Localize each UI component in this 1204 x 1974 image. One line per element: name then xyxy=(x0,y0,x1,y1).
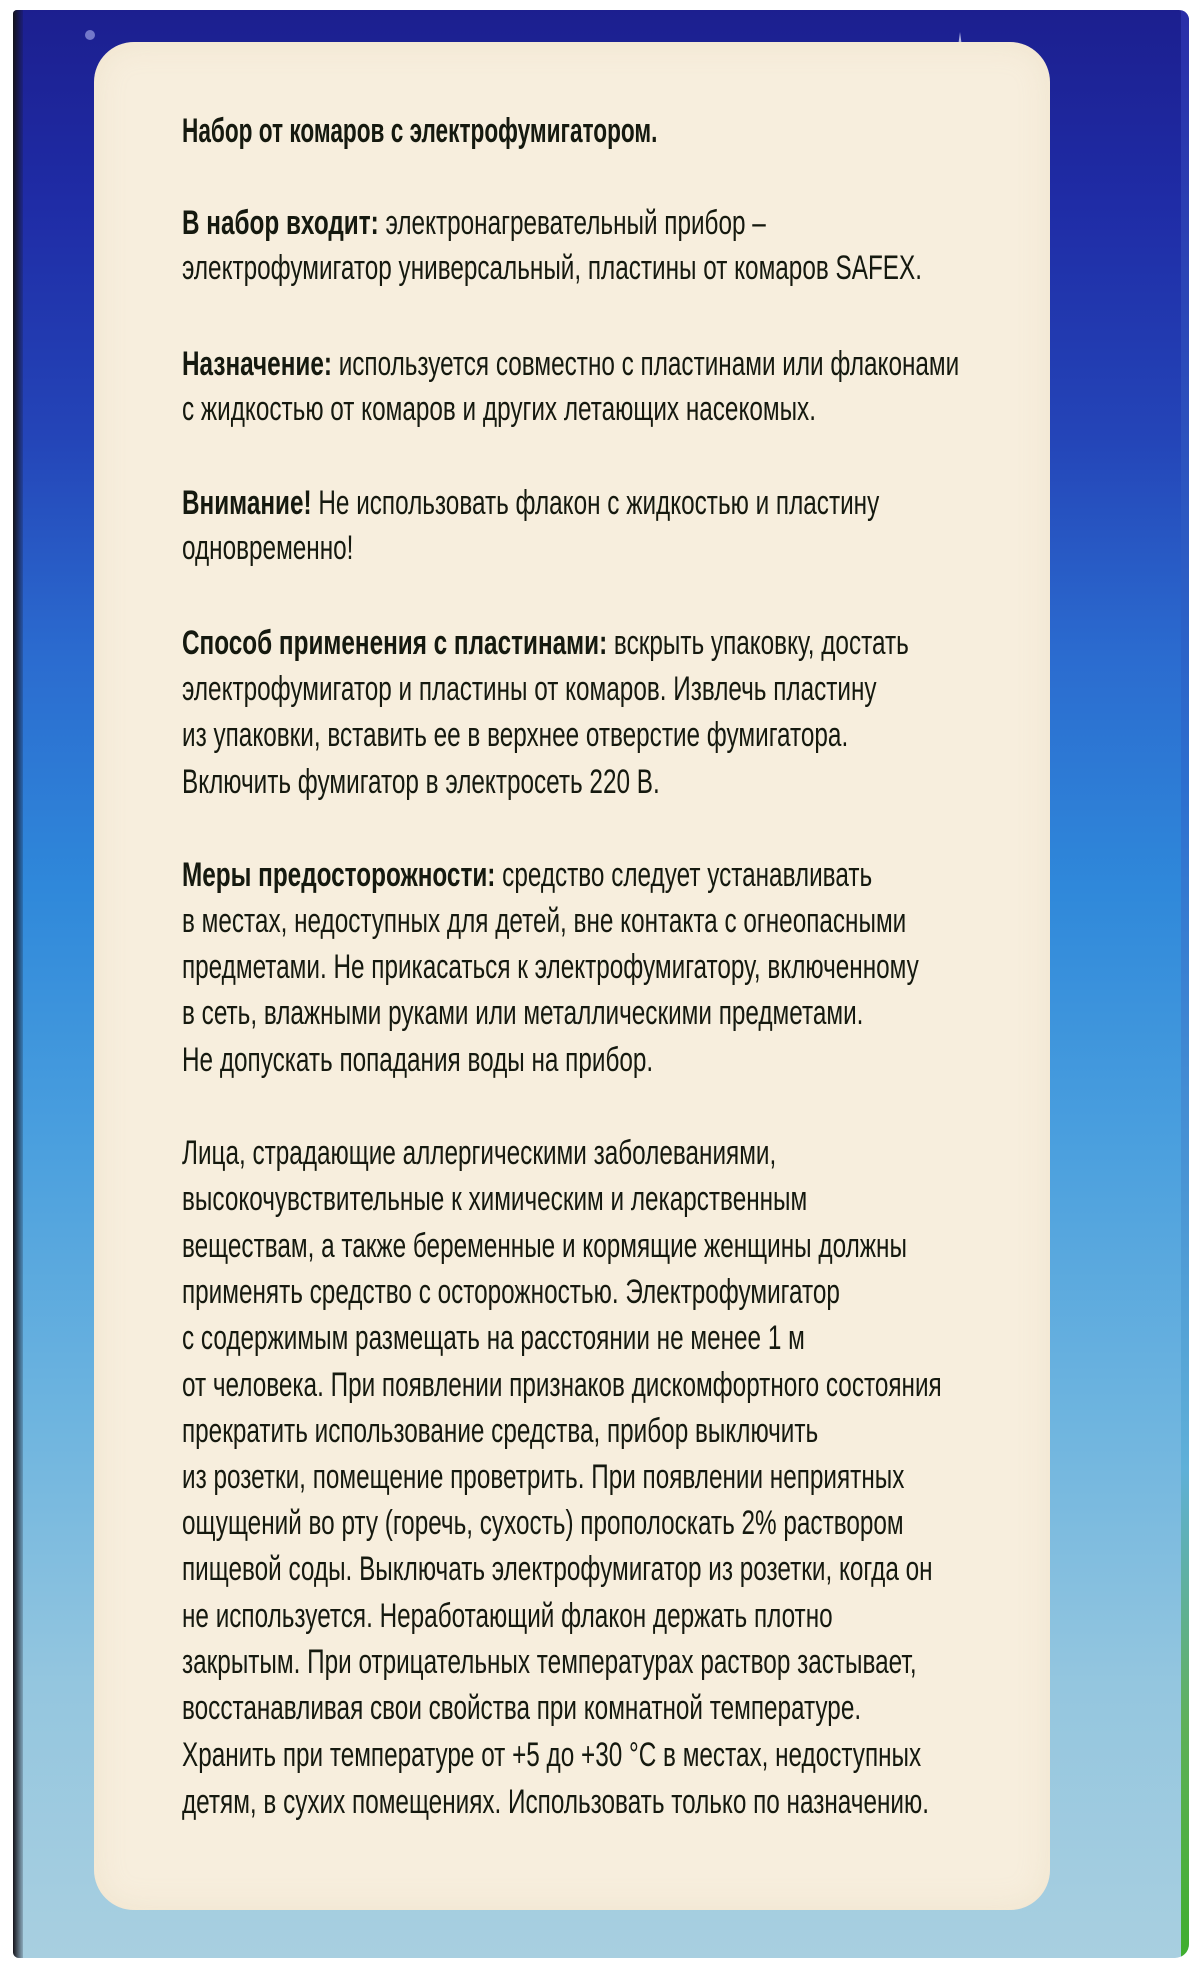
purpose-label: Назначение: xyxy=(182,345,332,383)
purpose-line-2: с жидкостью от комаров и других летающих насекомых. xyxy=(182,390,816,428)
precautions-label: Меры предосторожности: xyxy=(182,856,496,894)
precautions-line-2: в местах, недоступных для детей, вне контакта с огнеопасными xyxy=(182,902,907,940)
notes-line: ощущений во рту (горечь, сухость) прополоскать 2% раствором xyxy=(182,1504,904,1542)
kit-line-1 xyxy=(182,200,766,246)
notes-line: от человека. При появлении признаков дискомфортного состояния xyxy=(182,1366,942,1404)
usage-line-2: электрофумигатор и пластины от комаров. Извлечь пластину xyxy=(182,670,877,708)
warning-text: Не использовать флакон с жидкостью и пластину xyxy=(311,484,880,522)
precautions-line-4: в сеть, влажными руками или металлическими предметами. xyxy=(182,994,864,1032)
precautions-text: средство следует устанавливать xyxy=(495,856,873,894)
purpose-text: используется совместно с пластинами или флаконами xyxy=(331,345,960,383)
notes-line: прекратить использование средства, прибор выключить xyxy=(182,1412,819,1450)
notes-line: применять средство с осторожностью. Электрофумигатор xyxy=(182,1273,840,1311)
warning-line-1 xyxy=(182,480,879,526)
warning-label: Внимание! xyxy=(182,484,312,522)
kit-line-2: электрофумигатор универсальный, пластины от комаров SAFEX. xyxy=(182,249,922,287)
document-title: Набор от комаров с электрофумигатором. xyxy=(182,112,658,150)
notes-line: восстанавливая свои свойства при комнатной температуре. xyxy=(182,1689,862,1727)
package-left-edge xyxy=(13,10,23,1958)
notes-line: из розетки, помещение проветрить. При появлении неприятных xyxy=(182,1458,905,1496)
notes-line: Хранить при температуре от +5 до +30 °С в местах, недоступных xyxy=(182,1736,922,1774)
kit-text: электронагревательный прибор – xyxy=(378,204,766,242)
precautions-line-3: предметами. Не прикасаться к электрофумигатору, включенному xyxy=(182,948,919,986)
notes-line: закрытым. При отрицательных температурах раствор застывает, xyxy=(182,1643,917,1681)
precautions-line-1 xyxy=(182,852,872,898)
usage-label: Способ применения с пластинами: xyxy=(182,624,608,662)
kit-label: В набор входит: xyxy=(182,204,379,242)
precautions-line-5: Не допускать попадания воды на прибор. xyxy=(182,1041,654,1079)
usage-text: вскрыть упаковку, достать xyxy=(607,624,909,662)
purpose-line-1 xyxy=(182,341,959,387)
sparkle-dot-icon xyxy=(85,30,95,40)
usage-line-1 xyxy=(182,620,909,666)
package-right-edge xyxy=(1181,10,1189,1958)
notes-line: детям, в сухих помещениях. Использовать только по назначению. xyxy=(182,1783,929,1821)
warning-line-2: одновременно! xyxy=(182,529,354,567)
notes-line: высокочувствительные к химическим и лекарственным xyxy=(182,1180,808,1218)
notes-line: не используется. Неработающий флакон держать плотно xyxy=(182,1597,833,1635)
notes-line: пищевой соды. Выключать электрофумигатор из розетки, когда он xyxy=(182,1550,933,1588)
notes-line: Лица, страдающие аллергическими заболеваниями, xyxy=(182,1134,777,1172)
notes-line: веществам, а также беременные и кормящие женщины должны xyxy=(182,1227,907,1265)
usage-line-4: Включить фумигатор в электросеть 220 В. xyxy=(182,763,660,801)
notes-line: с содержимым размещать на расстоянии не менее 1 м xyxy=(182,1319,805,1357)
usage-line-3: из упаковки, вставить ее в верхнее отверстие фумигатора. xyxy=(182,716,849,754)
